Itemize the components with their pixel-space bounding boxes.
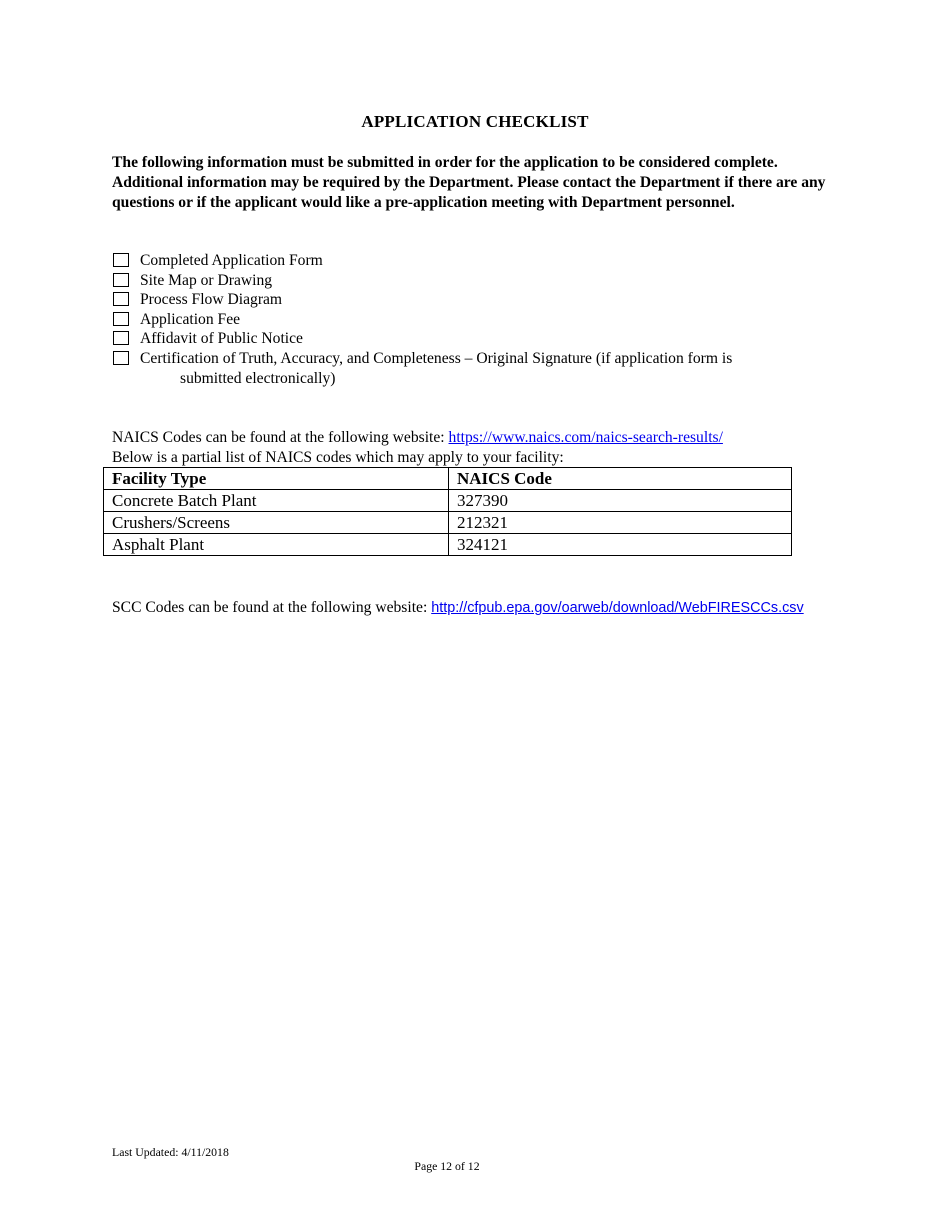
table-row	[104, 490, 792, 512]
table-header-row	[104, 468, 792, 490]
naics-code-cell: 327390	[449, 490, 792, 512]
naics-prefix: NAICS Codes can be found at the following website:	[112, 429, 449, 446]
naics-info	[112, 428, 872, 467]
checklist-item-label: Process Flow Diagram	[140, 291, 283, 309]
checklist-item-label: Completed Application Form	[140, 252, 323, 269]
header-facility-type: Facility Type	[104, 468, 449, 490]
checkbox-site-map[interactable]	[113, 273, 129, 287]
facility-type-cell: Concrete Batch Plant	[104, 490, 449, 512]
scc-info	[112, 598, 912, 619]
checklist-item-label: Affidavit of Public Notice	[140, 330, 303, 348]
checkbox-certification[interactable]	[113, 351, 129, 365]
footer-last-updated: Last Updated: 4/11/2018	[112, 1145, 229, 1159]
checklist-item-public-notice	[112, 329, 832, 349]
checklist-item-site-map	[112, 271, 832, 291]
naics-link[interactable]: https://www.naics.com/naics-search-results/	[448, 429, 723, 446]
checklist-item-label: Certification of Truth, Accuracy, and Completeness – Original Signature (if application form is	[140, 349, 733, 367]
naics-partial-list-note: Below is a partial list of NAICS codes which may apply to your facility:	[112, 448, 564, 466]
naics-code-cell: 212321	[449, 512, 792, 534]
table-row	[104, 512, 792, 534]
checkbox-application-fee[interactable]	[113, 312, 129, 326]
facility-type-cell: Asphalt Plant	[104, 534, 449, 556]
facility-type-cell: Crushers/Screens	[104, 512, 449, 534]
checklist-item-continuation: submitted electronically)	[180, 369, 336, 387]
scc-link[interactable]: http://cfpub.epa.gov/oarweb/download/WebFIRESCCs.csv	[431, 600, 804, 616]
footer-page-number: Page 12 of 12	[414, 1159, 480, 1173]
intro-paragraph: The following information must be submitted in order for the application to be considered complete. Additional information may be required by the Department. Please contact the Department if there are any questions or if the applicant would like a pre-application meeting with Department personnel.	[112, 154, 826, 211]
checklist-item-application-form	[112, 251, 832, 271]
checkbox-process-flow[interactable]	[113, 292, 129, 306]
checklist-item-application-fee	[112, 310, 832, 330]
table-row	[104, 534, 792, 556]
application-checklist	[112, 251, 832, 388]
checkbox-public-notice[interactable]	[113, 331, 129, 345]
checklist-item-label: Site Map or Drawing	[140, 271, 273, 289]
checklist-item-certification	[112, 349, 832, 388]
naics-table	[103, 467, 792, 556]
header-naics-code: NAICS Code	[449, 468, 792, 490]
page-title: APPLICATION CHECKLIST	[361, 112, 589, 131]
checklist-item-process-flow	[112, 290, 832, 310]
checklist-item-label: Application Fee	[140, 310, 241, 328]
scc-prefix: SCC Codes can be found at the following website:	[112, 599, 432, 616]
naics-code-cell: 324121	[449, 534, 792, 556]
checkbox-application-form[interactable]	[113, 253, 129, 267]
